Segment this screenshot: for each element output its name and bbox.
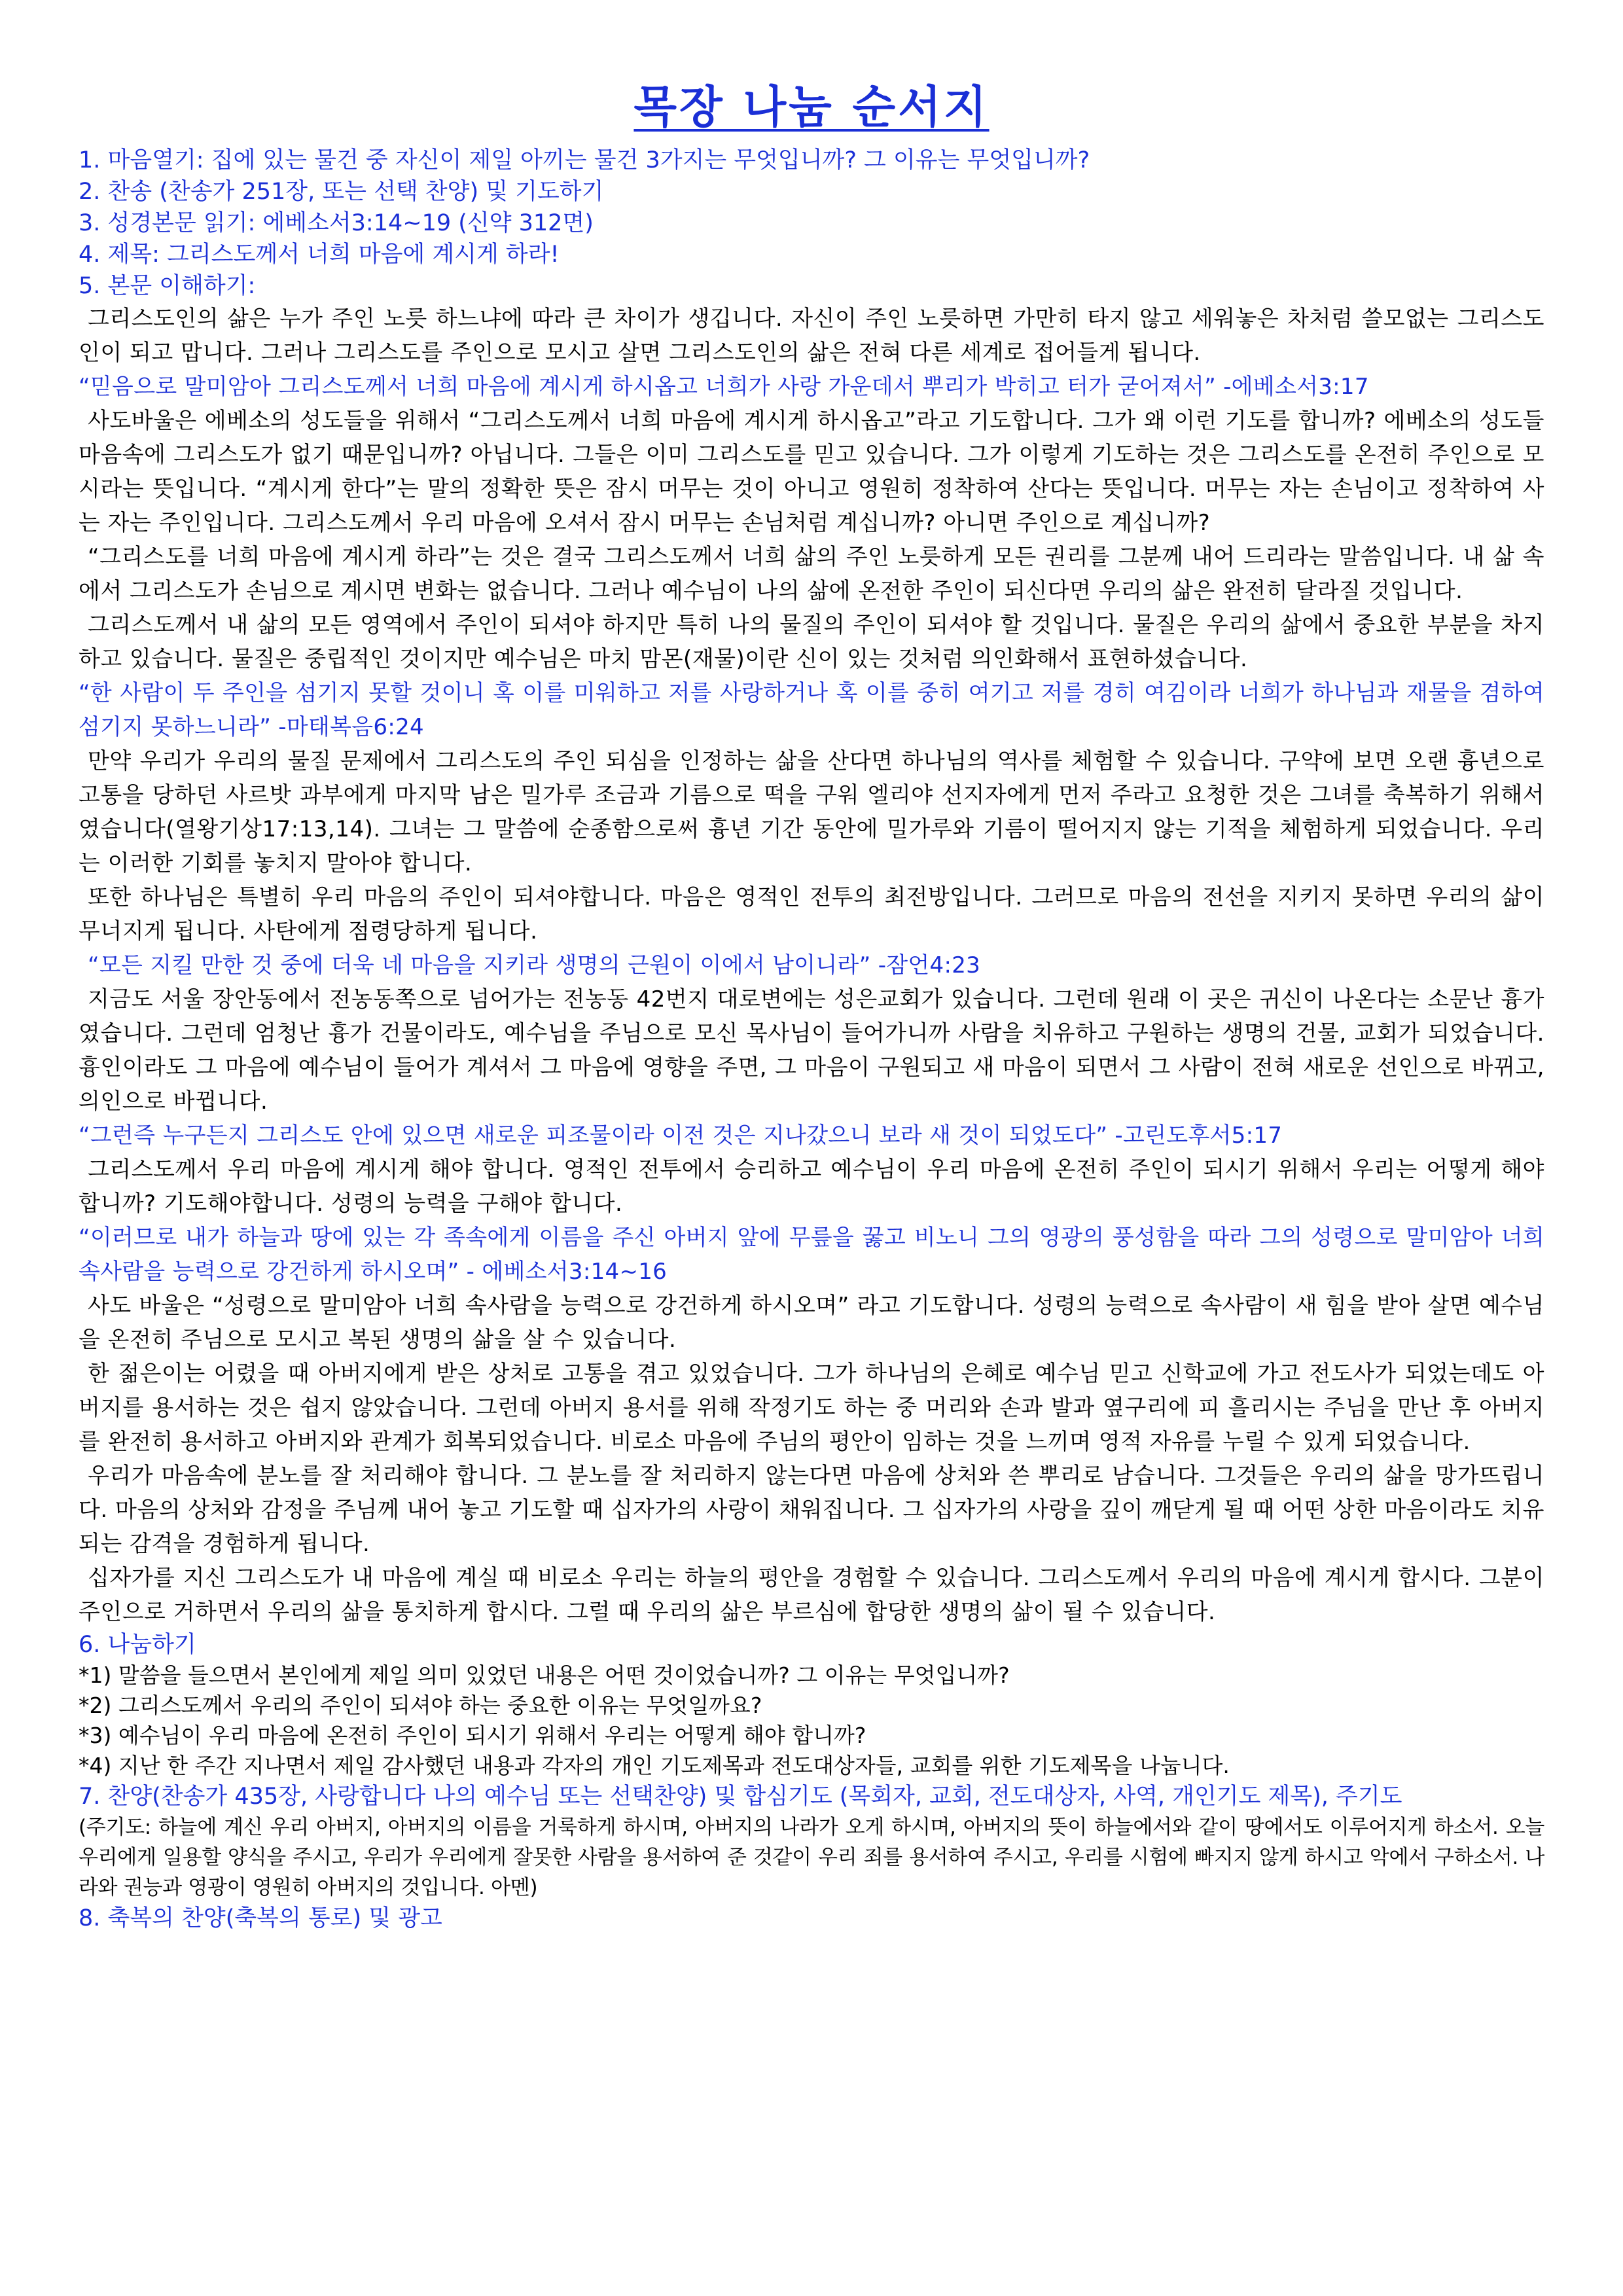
scripture-quote: “그런즉 누구든지 그리스도 안에 있으면 새로운 피조물이라 이전 것은 지나갔으니 보라 새 것이 되었도다” -고린도후서5:17 bbox=[79, 1122, 1283, 1149]
item-3-scripture: 3. 성경본문 읽기: 에베소서3:14~19 (신약 312면) bbox=[79, 210, 594, 236]
document bbox=[79, 72, 1544, 1934]
item-8-blessing: 8. 축복의 찬양(축복의 통로) 및 광고 bbox=[79, 1905, 442, 1931]
sharing-question: *2) 그리스도께서 우리의 주인이 되셔야 하는 중요한 이유는 무엇일까요? bbox=[79, 1693, 762, 1718]
scripture-quote: “믿음으로 말미암아 그리스도께서 너희 마음에 계시게 하시옵고 너희가 사랑 가운데서 뿌리가 박히고 터가 굳어져서” -에베소서3:17 bbox=[79, 374, 1369, 400]
body-paragraph: “그리스도를 너희 마음에 계시게 하라”는 것은 결국 그리스도께서 너희 삶의 주인 노릇하게 모든 권리를 그분께 내어 드리라는 말씀입니다. 내 삶 속에서 그리스도가 손님으로 계시면 변화는 없습니다. 그러나 예수님이 나의 삶에 온전한 주인이 되신다면 우리의 삶은 완전히 달라질 것입니다. bbox=[79, 544, 1544, 604]
item-7-praise-prayer: 7. 찬양(찬송가 435장, 사랑합니다 나의 예수님 또는 선택찬양) 및 합심기도 (목회자, 교회, 전도대상자, 사역, 개인기도 제목), 주기도 bbox=[79, 1784, 1402, 1810]
body-paragraph: 사도바울은 에베소의 성도들을 위해서 “그리스도께서 너희 마음에 계시게 하시옵고”라고 기도합니다. 그가 왜 이런 기도를 합니까? 에베소의 성도들 마음속에 그리스도가 없기 때문입니까? 아닙니다. 그들은 이미 그리스도를 믿고 있습니다. 그가 이렇게 기도하는 것은 그리스도를 온전히 주인으로 모시라는 뜻입니다. “계시게 한다”는 말의 정확한 뜻은 잠시 머무는 것이 아니고 영원히 정착하여 산다는 뜻입니다. 머무는 자는 손님이고 정착하여 사는 자는 주인입니다. 그리스도께서 우리 마음에 오셔서 잠시 머무는 손님처럼 계십니까? 아니면 주인으로 계십니까? bbox=[79, 408, 1544, 536]
sharing-question: *3) 예수님이 우리 마음에 온전히 주인이 되시기 위해서 우리는 어떻게 해야 합니까? bbox=[79, 1723, 866, 1748]
scripture-quote: “모든 지킬 만한 것 중에 더욱 네 마음을 지키라 생명의 근원이 이에서 남이니라” -잠언4:23 bbox=[88, 952, 981, 978]
body-paragraph: 만약 우리가 우리의 물질 문제에서 그리스도의 주인 되심을 인정하는 삶을 산다면 하나님의 역사를 체험할 수 있습니다. 구약에 보면 오랜 흉년으로 고통을 당하던 사르밧 과부에게 마지막 남은 밀가루 조금과 기름으로 떡을 구워 엘리야 선지자에게 먼저 주라고 요청한 것은 그녀를 축복하기 위해서였습니다(열왕기상17:13,14). 그녀는 그 말씀에 순종함으로써 흉년 기간 동안에 밀가루와 기름이 떨어지지 않는 기적을 체험하게 되었습니다. 우리는 이러한 기회를 놓치지 말아야 합니다. bbox=[79, 748, 1544, 876]
item-5-understanding: 5. 본문 이해하기: bbox=[79, 273, 256, 299]
body-paragraph: 그리스도께서 내 삶의 모든 영역에서 주인이 되셔야 하지만 특히 나의 물질의 주인이 되셔야 할 것입니다. 물질은 우리의 삶에서 중요한 부분을 차지하고 있습니다. 물질은 중립적인 것이지만 예수님은 마치 맘몬(재물)이란 신이 있는 것처럼 의인화해서 표현하셨습니다. bbox=[79, 612, 1544, 672]
item-1-opening: 1. 마음열기: 집에 있는 물건 중 자신이 제일 아끼는 물건 3가지는 무엇입니까? 그 이유는 무엇입니까? bbox=[79, 147, 1090, 173]
body-paragraph: 그리스도께서 우리 마음에 계시게 해야 합니다. 영적인 전투에서 승리하고 예수님이 우리 마음에 온전히 주인이 되시기 위해서 우리는 어떻게 해야 합니까? 기도해야합니다. 성령의 능력을 구해야 합니다. bbox=[79, 1157, 1544, 1217]
item-2-hymn: 2. 찬송 (찬송가 251장, 또는 선택 찬양) 및 기도하기 bbox=[79, 179, 604, 205]
page-title: 목장 나눔 순서지 bbox=[633, 82, 990, 134]
sharing-question: *4) 지난 한 주간 지나면서 제일 감사했던 내용과 각자의 개인 기도제목과 전도대상자들, 교회를 위한 기도제목을 나눕니다. bbox=[79, 1753, 1230, 1778]
body-paragraph: 또한 하나님은 특별히 우리 마음의 주인이 되셔야합니다. 마음은 영적인 전투의 최전방입니다. 그러므로 마음의 전선을 지키지 못하면 우리의 삶이 무너지게 됩니다. 사탄에게 점령당하게 됩니다. bbox=[79, 884, 1544, 944]
body-paragraph: 사도 바울은 “성령으로 말미암아 너희 속사람을 능력으로 강건하게 하시오며” 라고 기도합니다. 성령의 능력으로 속사람이 새 힘을 받아 살면 예수님을 온전히 주님으로 모시고 복된 생명의 삶을 살 수 있습니다. bbox=[79, 1293, 1544, 1353]
body-paragraph: 십자가를 지신 그리스도가 내 마음에 계실 때 비로소 우리는 하늘의 평안을 경험할 수 있습니다. 그리스도께서 우리의 마음에 계시게 합시다. 그분이 주인으로 거하면서 우리의 삶을 통치하게 합시다. 그럴 때 우리의 삶은 부르심에 합당한 생명의 삶이 될 수 있습니다. bbox=[79, 1565, 1544, 1625]
body-paragraph: 한 젊은이는 어렸을 때 아버지에게 받은 상처로 고통을 겪고 있었습니다. 그가 하나님의 은혜로 예수님 믿고 신학교에 가고 전도사가 되었는데도 아버지를 용서하는 것은 쉽지 않았습니다. 그런데 아버지 용서를 위해 작정기도 하는 중 머리와 손과 발과 옆구리에 피 흘리시는 주님을 만난 후 아버지를 완전히 용서하고 아버지와 관계가 회복되었습니다. 비로소 마음에 주님의 평안이 임하는 것을 느끼며 영적 자유를 누릴 수 있게 되었습니다. bbox=[79, 1361, 1544, 1455]
sharing-question: *1) 말씀을 들으면서 본인에게 제일 의미 있었던 내용은 어떤 것이었습니까? 그 이유는 무엇입니까? bbox=[79, 1662, 1010, 1688]
scripture-quote: “이러므로 내가 하늘과 땅에 있는 각 족속에게 이름을 주신 아버지 앞에 무릎을 꿇고 비노니 그의 영광의 풍성함을 따라 그의 성령으로 말미암아 너희 속사람을 능력으로 강건하게 하시오며” - 에베소서3:14~16 bbox=[79, 1225, 1544, 1285]
item-4-subject: 4. 제목: 그리스도께서 너희 마음에 계시게 하라! bbox=[79, 242, 560, 268]
body-paragraph: 지금도 서울 장안동에서 전농동쪽으로 넘어가는 전농동 42번지 대로변에는 성은교회가 있습니다. 그런데 원래 이 곳은 귀신이 나온다는 소문난 흉가였습니다. 그런데 엄청난 흉가 건물이라도, 예수님을 주님으로 모신 목사님이 들어가니까 사람을 치유하고 구원하는 생명의 건물, 교회가 되었습니다. 흉인이라도 그 마음에 예수님이 들어가 계셔서 그 마음에 영향을 주면, 그 마음이 구원되고 새 마음이 되면서 그 사람이 전혀 새로운 선인으로 바뀌고, 의인으로 바뀝니다. bbox=[79, 986, 1544, 1115]
scripture-quote: “한 사람이 두 주인을 섬기지 못할 것이니 혹 이를 미워하고 저를 사랑하거나 혹 이를 중히 여기고 저를 경히 여김이라 너희가 하나님과 재물을 겸하여 섬기지 못하느니라” -마태복음6:24 bbox=[79, 680, 1544, 740]
body-paragraph: 우리가 마음속에 분노를 잘 처리해야 합니다. 그 분노를 잘 처리하지 않는다면 마음에 상처와 쓴 뿌리로 남습니다. 그것들은 우리의 삶을 망가뜨립니다. 마음의 상처와 감정을 주님께 내어 놓고 기도할 때 십자가의 사랑이 채워집니다. 그 십자가의 사랑을 깊이 깨닫게 될 때 어떤 상한 마음이라도 치유되는 감격을 경험하게 됩니다. bbox=[79, 1463, 1544, 1557]
lords-prayer: (주기도: 하늘에 계신 우리 아버지, 아버지의 이름을 거룩하게 하시며, 아버지의 나라가 오게 하시며, 아버지의 뜻이 하늘에서와 같이 땅에서도 이루어지게 하소서. 오늘 우리에게 일용할 양식을 주시고, 우리가 우리에게 잘못한 사람을 용서하여 준 것같이 우리 죄를 용서하여 주시고, 우리를 시험에 빠지지 않게 하시고 악에서 구하소서. 나라와 권능과 영광이 영원히 아버지의 것입니다. 아멘) bbox=[79, 1816, 1544, 1899]
body-paragraph: 그리스도인의 삶은 누가 주인 노릇 하느냐에 따라 큰 차이가 생깁니다. 자신이 주인 노릇하면 가만히 타지 않고 세워놓은 차처럼 쓸모없는 그리스도인이 되고 맙니다. 그러나 그리스도를 주인으로 모시고 살면 그리스도인의 삶은 전혀 다른 세계로 접어들게 됩니다. bbox=[79, 306, 1544, 366]
item-6-sharing: 6. 나눔하기 bbox=[79, 1632, 196, 1658]
